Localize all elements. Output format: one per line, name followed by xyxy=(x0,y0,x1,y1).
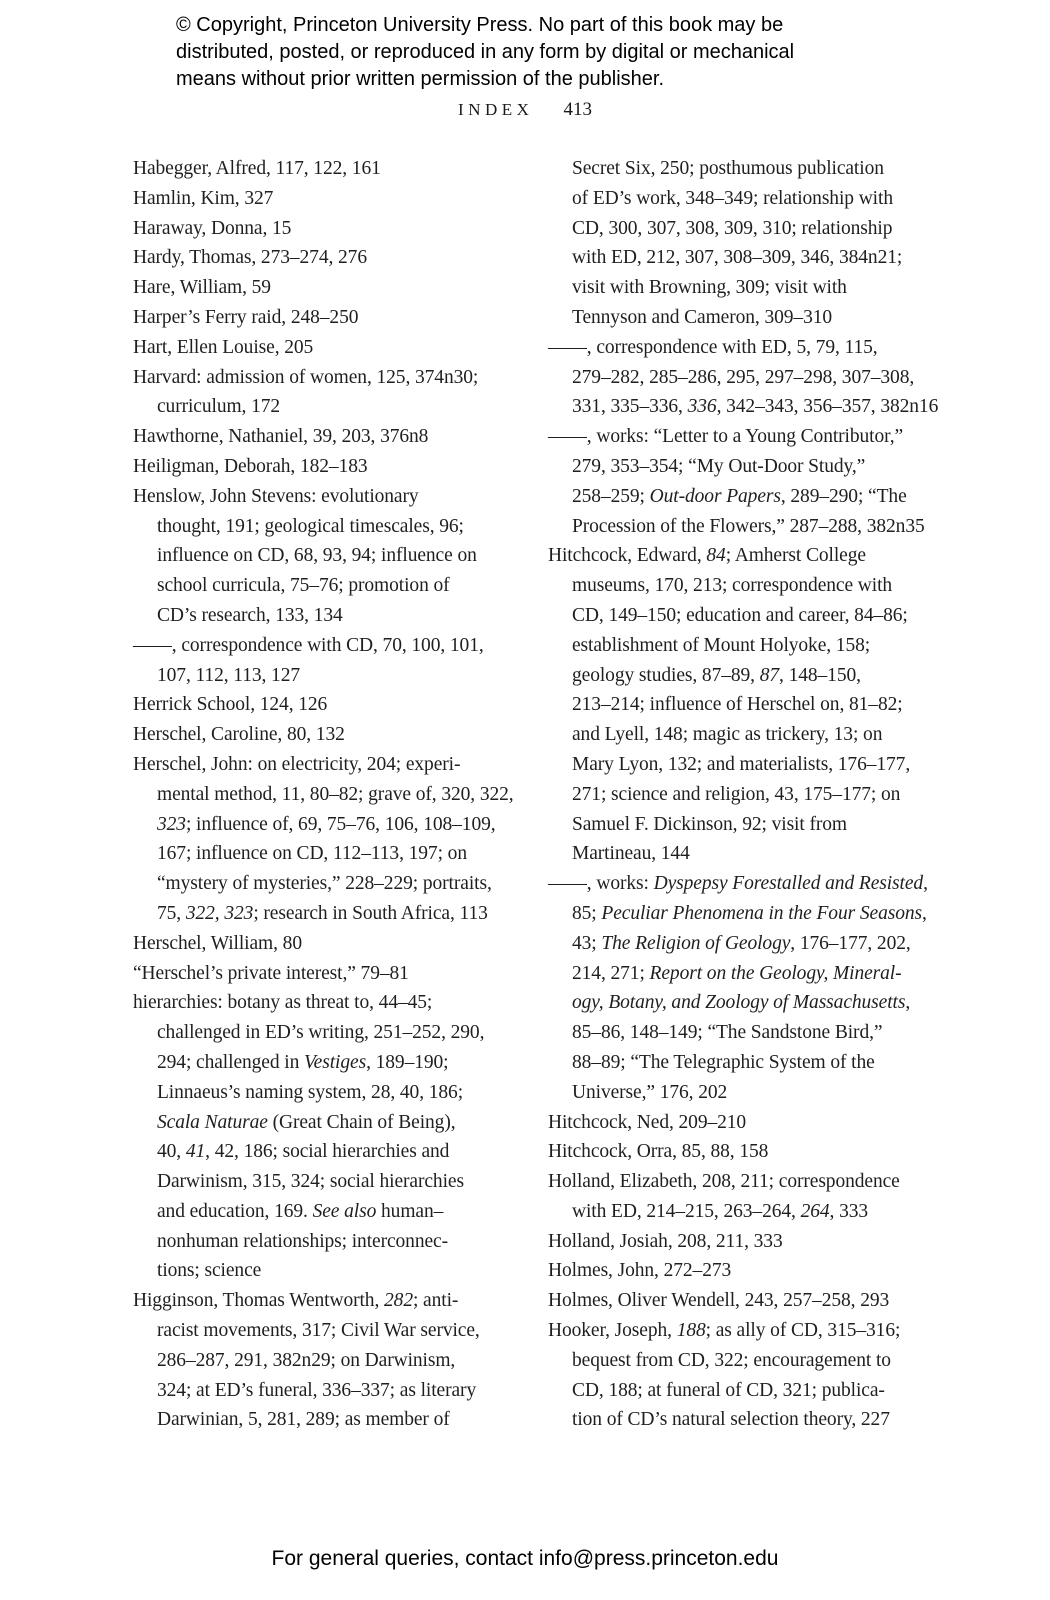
index-entry-text: with ED, 212, 307, 308–309, 346, 384n21; xyxy=(572,247,903,269)
index-entry-line xyxy=(133,869,545,899)
index-entry-text: ; as ally of CD, 315–316; xyxy=(705,1320,901,1342)
copyright-line: © Copyright, Princeton University Press. No part of this book may be xyxy=(176,14,784,36)
index-entry-line xyxy=(548,333,988,363)
index-entry-text-italic: 87 xyxy=(759,664,780,686)
index-entry-text-italic: 41 xyxy=(185,1141,206,1163)
copyright-line: distributed, posted, or reproduced in any form by digital or mechanical xyxy=(176,41,795,63)
index-entry-line xyxy=(133,422,545,452)
index-entry-text: Procession of the Flowers,” 287–288, 382n35 xyxy=(572,515,925,537)
index-entry-text: ——, works: “Letter to a Young Contributor,” xyxy=(548,426,904,448)
index-entry-text: CD’s research, 133, 134 xyxy=(157,604,343,626)
index-entry-text: curriculum, 172 xyxy=(157,396,281,418)
index-entry-text: CD, 300, 307, 308, 309, 310; relationship xyxy=(572,217,893,239)
index-entry-text: tions; science xyxy=(157,1260,262,1282)
index-entry-text: Holmes, Oliver Wendell, 243, 257–258, 293 xyxy=(548,1290,890,1312)
index-entry-text-italic: Report on the Geology, Mineral- xyxy=(649,962,902,984)
index-entry-line xyxy=(548,243,988,273)
index-entry-line xyxy=(133,303,545,333)
index-entry-text: CD, 149–150; education and career, 84–86; xyxy=(572,604,908,626)
index-entry-line xyxy=(133,780,545,810)
index-entry-text: Samuel F. Dickinson, 92; visit from xyxy=(572,813,847,835)
index-entry-text-italic: 323 xyxy=(157,813,186,835)
index-entry-line xyxy=(133,1405,545,1435)
index-entry-line xyxy=(548,1316,988,1346)
index-entry-text: (Great Chain of Being), xyxy=(267,1111,456,1133)
index-entry-line xyxy=(133,541,545,571)
index-entry-line xyxy=(133,154,545,184)
index-entry-line xyxy=(133,631,545,661)
index-entry-line xyxy=(548,720,988,750)
index-entry-line xyxy=(548,661,988,691)
index-entry-line xyxy=(548,571,988,601)
index-entry-line xyxy=(133,392,545,422)
index-entry-text: , 189–190; xyxy=(366,1051,449,1073)
index-entry-line xyxy=(133,1197,545,1227)
index-entry-text: Hamlin, Kim, 327 xyxy=(133,187,274,209)
index-entry-line xyxy=(133,1108,545,1138)
index-entry-text-italic: Scala Naturae xyxy=(157,1111,268,1133)
index-entry-line xyxy=(548,988,988,1018)
index-entry-text: Hitchcock, Orra, 85, 88, 158 xyxy=(548,1141,769,1163)
index-entry-text: ——, works: xyxy=(548,873,654,895)
index-entry-text: Hawthorne, Nathaniel, 39, 203, 376n8 xyxy=(133,426,429,448)
index-entry-line xyxy=(133,690,545,720)
index-entry-text-italic: Out-door Papers xyxy=(649,485,781,507)
index-entry-text: challenged in ED’s writing, 251–252, 290, xyxy=(157,1022,485,1044)
index-entry-text: establishment of Mount Holyoke, 158; xyxy=(572,634,871,656)
index-entry-text: “Herschel’s private interest,” 79–81 xyxy=(133,962,409,984)
index-entry-line xyxy=(133,243,545,273)
index-entry-text: Mary Lyon, 132; and materialists, 176–177, xyxy=(572,753,911,775)
index-entry-text: , 42, 186; social hierarchies and xyxy=(205,1141,450,1163)
index-entry-text: 85–86, 148–149; “The Sandstone Bird,” xyxy=(572,1022,883,1044)
index-entry-line xyxy=(548,482,988,512)
copyright-line: means without prior written permission of the publisher. xyxy=(176,68,665,90)
index-entry-text: Linnaeus’s naming system, 28, 40, 186; xyxy=(157,1081,464,1103)
index-entry-text: Harvard: admission of women, 125, 374n30; xyxy=(133,366,479,388)
index-entry-line xyxy=(133,1316,545,1346)
index-entry-line xyxy=(133,1256,545,1286)
index-entry-line xyxy=(133,273,545,303)
index-entry-text: CD, 188; at funeral of CD, 321; publica- xyxy=(572,1379,885,1401)
index-entry-line xyxy=(548,392,988,422)
index-entry-line xyxy=(548,601,988,631)
index-entry-text: and Lyell, 148; magic as trickery, 13; on xyxy=(572,724,883,746)
index-entry-line xyxy=(133,1137,545,1167)
index-entry-line xyxy=(548,1405,988,1435)
index-entry-text: Holland, Elizabeth, 208, 211; correspondence xyxy=(548,1171,900,1193)
index-heading: INDEX xyxy=(458,100,534,119)
index-entry-line xyxy=(548,1078,988,1108)
index-entry-line xyxy=(548,899,988,929)
index-entry-line xyxy=(548,631,988,661)
index-entry-text-italic: The Religion of Geology xyxy=(601,932,791,954)
index-entry-text: Holmes, John, 272–273 xyxy=(548,1260,732,1282)
index-entry-line xyxy=(548,363,988,393)
index-entry-line xyxy=(548,959,988,989)
index-entry-line xyxy=(133,512,545,542)
index-entry-line xyxy=(548,1256,988,1286)
index-entry-line xyxy=(548,1286,988,1316)
index-entry-line xyxy=(548,1376,988,1406)
index-entry-text: 279–282, 285–286, 295, 297–298, 307–308, xyxy=(572,366,915,388)
index-entry-text: 40, xyxy=(157,1141,186,1163)
index-entry-line xyxy=(548,1346,988,1376)
index-entry-line xyxy=(133,810,545,840)
index-entry-text: , 289–290; “The xyxy=(780,485,907,507)
index-entry-line xyxy=(133,1167,545,1197)
index-entry-line xyxy=(133,363,545,393)
index-entry-text: 286–287, 291, 382n29; on Darwinism, xyxy=(157,1349,456,1371)
index-entry-text: Herschel, Caroline, 80, 132 xyxy=(133,724,345,746)
index-entry-text-italic: Vestiges xyxy=(304,1051,367,1073)
copyright-notice xyxy=(176,12,794,93)
index-entry-line xyxy=(548,929,988,959)
index-entry-text: 213–214; influence of Herschel on, 81–82; xyxy=(572,694,903,716)
index-entry-text: 88–89; “The Telegraphic System of the xyxy=(572,1051,875,1073)
index-entry-text-italic: ogy, Botany, and Zoology of Massachusetts xyxy=(572,992,906,1014)
index-entry-text: 75, xyxy=(157,902,186,924)
index-column-left xyxy=(133,154,545,1435)
index-entry-text: ; influence of, 69, 75–76, 106, 108–109, xyxy=(185,813,496,835)
index-entry-line xyxy=(133,839,545,869)
index-entry-text: 324; at ED’s funeral, 336–337; as literary xyxy=(157,1379,477,1401)
index-entry-text-italic: See also xyxy=(312,1200,377,1222)
index-entry-text: 258–259; xyxy=(572,485,650,507)
index-entry-text: , 342–343, 356–357, 382n16 xyxy=(716,396,939,418)
index-entry-text-italic: 84 xyxy=(706,545,726,567)
index-entry-line xyxy=(133,959,545,989)
index-entry-text: , 176–177, 202, xyxy=(790,932,911,954)
index-entry-text: , xyxy=(923,873,928,895)
index-entry-text: Higginson, Thomas Wentworth, xyxy=(133,1290,385,1312)
index-entry-text: school curricula, 75–76; promotion of xyxy=(157,575,450,597)
index-entry-text: influence on CD, 68, 93, 94; influence on xyxy=(157,545,477,567)
index-entry-text: 294; challenged in xyxy=(157,1051,305,1073)
index-entry-text: Hitchcock, Edward, xyxy=(548,545,707,567)
index-entry-line xyxy=(548,1197,988,1227)
index-entry-text: Hart, Ellen Louise, 205 xyxy=(133,336,314,358)
index-entry-text-italic: 322, 323 xyxy=(185,902,254,924)
index-entry-text: Haraway, Donna, 15 xyxy=(133,217,292,239)
index-entry-text: racist movements, 317; Civil War service, xyxy=(157,1320,480,1342)
index-entry-text: Herschel, John: on electricity, 204; experi- xyxy=(133,753,461,775)
index-entry-text: human– xyxy=(376,1200,444,1222)
index-entry-text-italic: 336 xyxy=(687,396,717,418)
index-entry-text: mental method, 11, 80–82; grave of, 320, 322, xyxy=(157,783,514,805)
index-entry-line xyxy=(548,1108,988,1138)
index-entry-line xyxy=(133,1227,545,1257)
index-entry-line xyxy=(133,750,545,780)
index-entry-text: Tennyson and Cameron, 309–310 xyxy=(572,306,833,328)
index-entry-line xyxy=(133,1018,545,1048)
index-entry-text: bequest from CD, 322; encouragement to xyxy=(572,1349,891,1371)
index-entry-text: Hitchcock, Ned, 209–210 xyxy=(548,1111,747,1133)
index-entry-text: 43; xyxy=(572,932,602,954)
index-entry-line xyxy=(133,571,545,601)
index-entry-line xyxy=(548,810,988,840)
index-entry-text: 85; xyxy=(572,902,602,924)
index-entry-line xyxy=(548,541,988,571)
index-entry-text: Hooker, Joseph, xyxy=(548,1320,677,1342)
index-entry-line xyxy=(133,184,545,214)
index-entry-text: hierarchies: botany as threat to, 44–45; xyxy=(133,992,433,1014)
index-entry-text: Herschel, William, 80 xyxy=(133,932,302,954)
index-column-right xyxy=(548,154,988,1435)
index-entry-line xyxy=(133,333,545,363)
index-entry-text: thought, 191; geological timescales, 96; xyxy=(157,515,464,537)
index-entry-line xyxy=(133,720,545,750)
index-entry-text: 271; science and religion, 43, 175–177; on xyxy=(572,783,901,805)
index-entry-line xyxy=(133,1376,545,1406)
index-entry-text: Harper’s Ferry raid, 248–250 xyxy=(133,306,359,328)
index-entry-text: ——, correspondence with CD, 70, 100, 101, xyxy=(133,634,484,656)
index-entry-text: Habegger, Alfred, 117, 122, 161 xyxy=(133,158,381,179)
index-entry-text: Darwinian, 5, 281, 289; as member of xyxy=(157,1409,450,1431)
index-entry-text: 331, 335–336, xyxy=(572,396,688,418)
index-entry-text: ——, correspondence with ED, 5, 79, 115, xyxy=(548,336,878,358)
index-entry-text: Holland, Josiah, 208, 211, 333 xyxy=(548,1230,783,1252)
index-entry-line xyxy=(548,1167,988,1197)
index-entry-text: , 333 xyxy=(829,1200,869,1222)
page-number: 413 xyxy=(563,99,592,120)
index-entry-line xyxy=(548,273,988,303)
index-entry-line xyxy=(548,512,988,542)
index-entry-line xyxy=(133,1078,545,1108)
index-entry-line xyxy=(548,1018,988,1048)
index-entry-text: Martineau, 144 xyxy=(572,843,690,865)
index-entry-line xyxy=(133,929,545,959)
index-entry-text: Universe,” 176, 202 xyxy=(572,1081,728,1103)
index-entry-line xyxy=(133,601,545,631)
index-entry-line xyxy=(133,214,545,244)
index-entry-text: Hare, William, 59 xyxy=(133,277,271,299)
index-entry-text-italic: 282 xyxy=(384,1290,413,1312)
index-entry-line xyxy=(548,214,988,244)
index-entry-text: of ED’s work, 348–349; relationship with xyxy=(572,187,893,209)
index-entry-line xyxy=(548,1137,988,1167)
index-entry-line xyxy=(548,422,988,452)
index-entry-line xyxy=(548,154,988,184)
index-entry-line xyxy=(133,661,545,691)
index-entry-line xyxy=(548,690,988,720)
index-entry-text: , 148–150, xyxy=(779,664,861,686)
index-entry-text: geology studies, 87–89, xyxy=(572,664,760,686)
index-entry-text: 167; influence on CD, 112–113, 197; on xyxy=(157,843,467,865)
index-entry-text: museums, 170, 213; correspondence with xyxy=(572,575,893,597)
index-entry-line xyxy=(548,869,988,899)
index-entry-text: nonhuman relationships; interconnec- xyxy=(157,1230,448,1252)
footer-contact: For general queries, contact info@press.princeton.edu xyxy=(271,1547,779,1570)
index-entry-line xyxy=(548,780,988,810)
index-entry-line xyxy=(133,452,545,482)
index-entry-line xyxy=(133,1346,545,1376)
index-entry-text-italic: 264 xyxy=(800,1200,830,1222)
index-entry-line xyxy=(133,988,545,1018)
index-entry-text: Secret Six, 250; posthumous publication xyxy=(572,158,884,179)
index-entry-line xyxy=(548,1227,988,1257)
index-entry-line xyxy=(133,899,545,929)
index-entry-text: Darwinism, 315, 324; social hierarchies xyxy=(157,1171,464,1193)
index-entry-text: visit with Browning, 309; visit with xyxy=(572,277,847,299)
index-entry-text: Herrick School, 124, 126 xyxy=(133,694,328,716)
index-entry-text: , xyxy=(905,992,911,1014)
index-entry-text: ; anti- xyxy=(412,1290,459,1312)
index-entry-line xyxy=(548,452,988,482)
index-entry-text: 279, 353–354; “My Out-Door Study,” xyxy=(572,455,866,477)
index-entry-text-italic: Dyspepsy Forestalled and Resisted xyxy=(653,873,924,895)
index-entry-text-italic: Peculiar Phenomena in the Four Seasons xyxy=(601,902,923,924)
index-entry-text: “mystery of mysteries,” 228–229; portraits, xyxy=(157,873,492,895)
index-entry-text-italic: 188 xyxy=(676,1320,706,1342)
index-entry-line xyxy=(133,482,545,512)
index-entry-text: and education, 169. xyxy=(157,1200,313,1222)
index-entry-text: tion of CD’s natural selection theory, 227 xyxy=(572,1409,890,1431)
index-entry-line xyxy=(548,1048,988,1078)
index-entry-line xyxy=(548,839,988,869)
index-entry-text: , xyxy=(922,902,927,924)
index-entry-text: ; Amherst College xyxy=(725,545,866,567)
index-entry-text: 214, 271; xyxy=(572,962,650,984)
index-entry-text: 107, 112, 113, 127 xyxy=(157,664,301,686)
index-entry-text: ; research in South Africa, 113 xyxy=(253,902,488,924)
index-entry-line xyxy=(133,1048,545,1078)
index-entry-line xyxy=(548,750,988,780)
index-entry-line xyxy=(133,1286,545,1316)
index-entry-text: Heiligman, Deborah, 182–183 xyxy=(133,455,368,477)
running-head xyxy=(0,99,1050,121)
index-entry-line xyxy=(548,184,988,214)
index-entry-text: Hardy, Thomas, 273–274, 276 xyxy=(133,247,367,269)
index-entry-text: Henslow, John Stevens: evolutionary xyxy=(133,485,419,507)
index-entry-line xyxy=(548,303,988,333)
index-entry-text: with ED, 214–215, 263–264, xyxy=(572,1200,801,1222)
